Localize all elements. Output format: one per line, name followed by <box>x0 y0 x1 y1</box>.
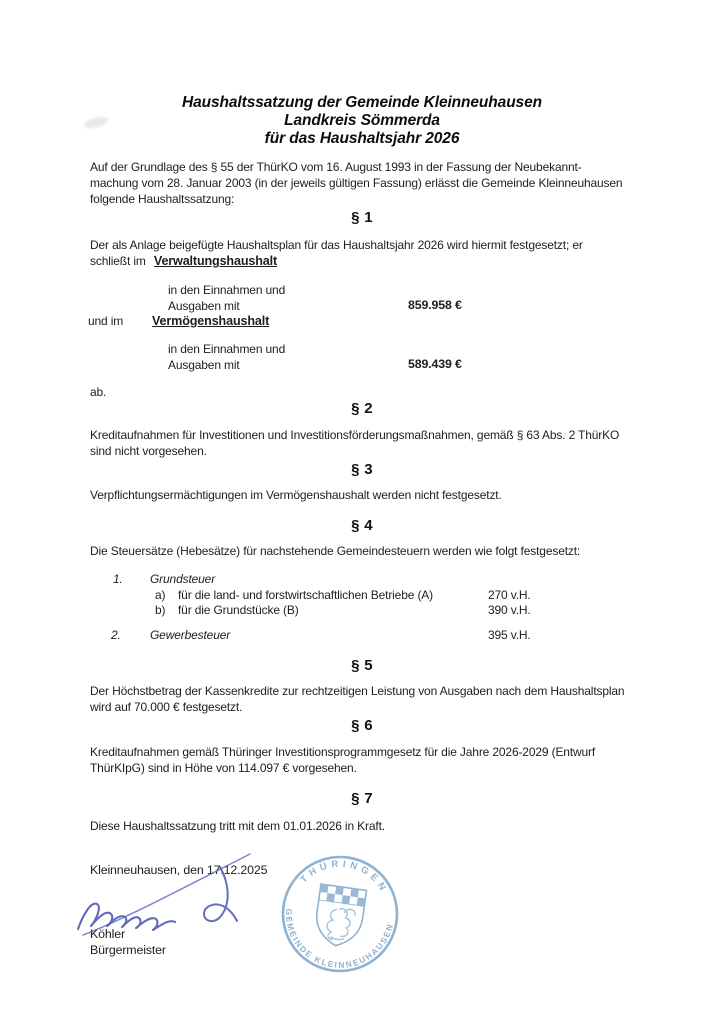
place-date-line: Kleinneuhausen, den 17.12.2025 <box>90 863 268 877</box>
svg-text:GEMEINDE KLEINNEUHAUSEN <box>278 907 395 976</box>
section-1-line-2-prefix: schließt im <box>90 254 146 268</box>
intro-line-1: Auf der Grundlage des § 55 der ThürKO vom 16. August 1993 in der Fassung der Neubekannt- <box>90 160 582 174</box>
page-title-line-1: Haushaltssatzung der Gemeinde Kleinneuhausen <box>182 94 542 111</box>
tax-item-1-name: Grundsteuer <box>150 572 216 586</box>
handwritten-signature <box>70 845 280 950</box>
signer-role: Bürgermeister <box>90 943 166 957</box>
block1-label-2: Ausgaben mit <box>168 299 240 313</box>
section-1-line-2 <box>90 254 277 268</box>
verwaltungshaushalt-term: Verwaltungshaushalt <box>153 254 278 268</box>
section-2-line-1: Kreditaufnahmen für Investitionen und Investitionsförderungsmaßnahmen, gemäß § 63 Abs. 2 ThürKO <box>90 428 620 442</box>
section-4-intro: Die Steuersätze (Hebesätze) für nachstehende Gemeindesteuern werden wie folgt festgesetzt: <box>90 544 581 558</box>
stamp-top-text: THÜRINGEN <box>298 858 390 896</box>
tax-item-1b-value: 390 v.H. <box>488 603 531 617</box>
shield-heraldic-figure <box>325 906 355 942</box>
shield-checkered-chief <box>319 884 367 906</box>
vermoegenshaushalt-term: Vermögenshaushalt <box>152 314 270 328</box>
section-6-line-1: Kreditaufnahmen gemäß Thüringer Investitionsprogrammgesetz für die Jahre 2026-2029 (Entwurf <box>90 745 596 759</box>
section-3-heading: § 3 <box>351 461 373 478</box>
section-5-heading: § 5 <box>351 657 373 674</box>
tax-item-1a-label: a) <box>155 588 166 602</box>
section-5-line-1: Der Höchstbetrag der Kassenkredite zur rechtzeitigen Leistung von Ausgaben nach dem Haushaltsplan <box>90 684 625 698</box>
section-1-heading: § 1 <box>351 209 373 226</box>
tax-item-1a-value: 270 v.H. <box>488 588 531 602</box>
section-6-heading: § 6 <box>351 717 373 734</box>
tax-item-2-number: 2. <box>111 628 121 642</box>
block1-amount: 859.958 € <box>408 298 462 312</box>
page-title-line-2: Landkreis Sömmerda <box>284 112 440 129</box>
tax-item-1b-label: b) <box>155 603 166 617</box>
stamp-outer-ring <box>278 852 402 976</box>
block1-label-1: in den Einnahmen und <box>168 283 286 297</box>
block2-label-1: in den Einnahmen und <box>168 342 286 356</box>
block2-label-2: Ausgaben mit <box>168 358 240 372</box>
section-1-line-1: Der als Anlage beigefügte Haushaltsplan für das Haushaltsjahr 2026 wird hiermit festgesetzt; er <box>90 238 583 252</box>
tax-item-1-number: 1. <box>113 572 123 586</box>
section-1-line-3-prefix: und im <box>88 314 124 328</box>
tax-item-1b-text: für die Grundstücke (B) <box>178 603 299 617</box>
section-2-heading: § 2 <box>351 400 373 417</box>
intro-line-2: machung vom 28. Januar 2003 (in der jeweils gültigen Fassung) erlässt die Gemeinde Kleinneuhausen <box>90 176 623 190</box>
section-1-closing: ab. <box>90 385 107 399</box>
section-7-text: Diese Haushaltssatzung tritt mit dem 01.01.2026 in Kraft. <box>90 819 385 833</box>
stamp-coat-of-arms <box>313 884 367 949</box>
section-3-text: Verpflichtungsermächtigungen im Vermögenshaushalt werden nicht festgesetzt. <box>90 488 502 502</box>
section-2-line-2: sind nicht vorgesehen. <box>90 444 207 458</box>
section-4-heading: § 4 <box>351 517 373 534</box>
signer-name: Köhler <box>90 927 125 941</box>
section-5-line-2: wird auf 70.000 € festgesetzt. <box>90 700 243 714</box>
tax-item-1a-text: für die land- und forstwirtschaftlichen Betriebe (A) <box>178 588 433 602</box>
tax-item-2-value: 395 v.H. <box>488 628 531 642</box>
tax-item-2-name: Gewerbesteuer <box>150 628 231 642</box>
section-7-heading: § 7 <box>351 790 373 807</box>
svg-text:THÜRINGEN <box>298 853 394 897</box>
official-stamp <box>278 852 402 976</box>
page-title-line-3: für das Haushaltsjahr 2026 <box>264 130 460 147</box>
stamp-bottom-text: GEMEINDE KLEINNEUHAUSEN <box>283 908 396 970</box>
block2-amount: 589.439 € <box>408 357 462 371</box>
intro-line-3: folgende Haushaltssatzung: <box>90 192 235 206</box>
section-6-line-2: ThürKIpG) sind in Höhe von 114.097 € vorgesehen. <box>90 761 357 775</box>
